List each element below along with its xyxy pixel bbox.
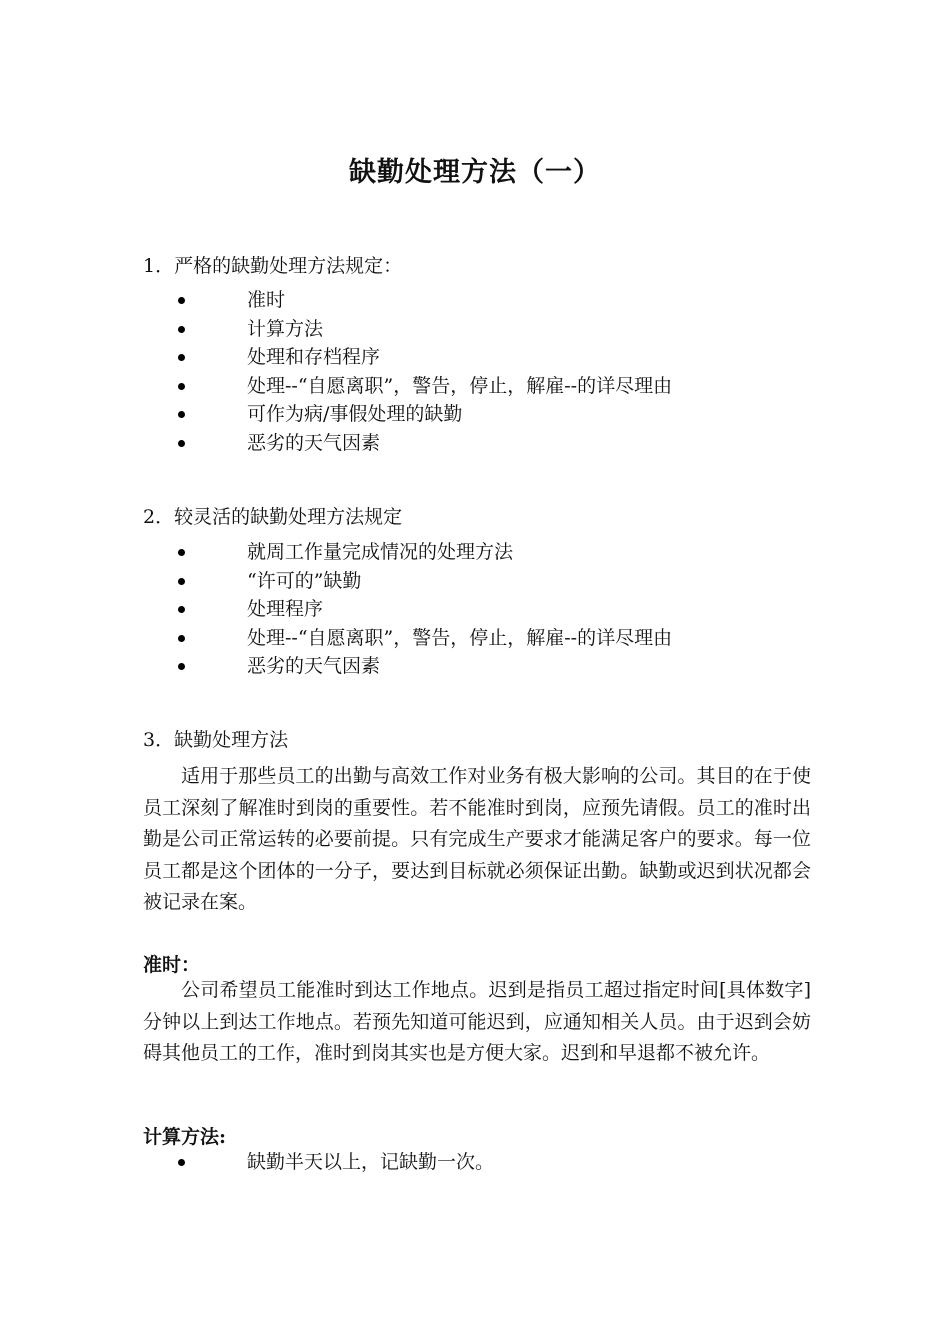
- punctuality-heading: 准时：: [143, 954, 201, 976]
- bullet-icon: [178, 635, 185, 642]
- bullet-icon: [178, 606, 185, 613]
- section-2-heading: 2．较灵活的缺勤处理方法规定: [143, 506, 403, 528]
- bullet-icon: [178, 326, 185, 333]
- bullet-icon: [178, 549, 185, 556]
- section-3-paragraph: 适用于那些员工的出勤与高效工作对业务有极大影响的公司。其目的在于使员工深刻了解准时到岗的重要性。若不能准时到岗，应预先请假。员工的准时出勤是公司正常运转的必要前提。只有完成生产要求才能满足客户的要求。每一位员工都是这个团体的一分子，要达到目标就必须保证出勤。缺勤或迟到状况都会被记录在案。: [143, 765, 811, 913]
- punctuality-paragraph: 公司希望员工能准时到达工作地点。迟到是指员工超过指定时间[具体数字]分钟以上到达工作地点。若预先知道可能迟到，应通知相关人员。由于迟到会妨碍其他员工的工作，准时到岗其实也是方便大家。迟到和早退都不被允许。: [143, 979, 811, 1064]
- bullet-icon: [178, 354, 185, 361]
- bullet-icon: [178, 663, 185, 670]
- bullet-icon: [178, 411, 185, 418]
- calculation-heading: 计算方法:: [143, 1126, 227, 1148]
- section-3-heading: 3．缺勤处理方法: [143, 729, 289, 751]
- document-title: 缺勤处理方法（一）: [349, 157, 601, 188]
- bullet-icon: [178, 578, 185, 585]
- bullet-icon: [178, 383, 185, 390]
- bullet-icon: [178, 1159, 185, 1166]
- bullet-icon: [178, 440, 185, 447]
- section-1-heading: 1．严格的缺勤处理方法规定：: [143, 255, 403, 277]
- bullet-icon: [178, 297, 185, 304]
